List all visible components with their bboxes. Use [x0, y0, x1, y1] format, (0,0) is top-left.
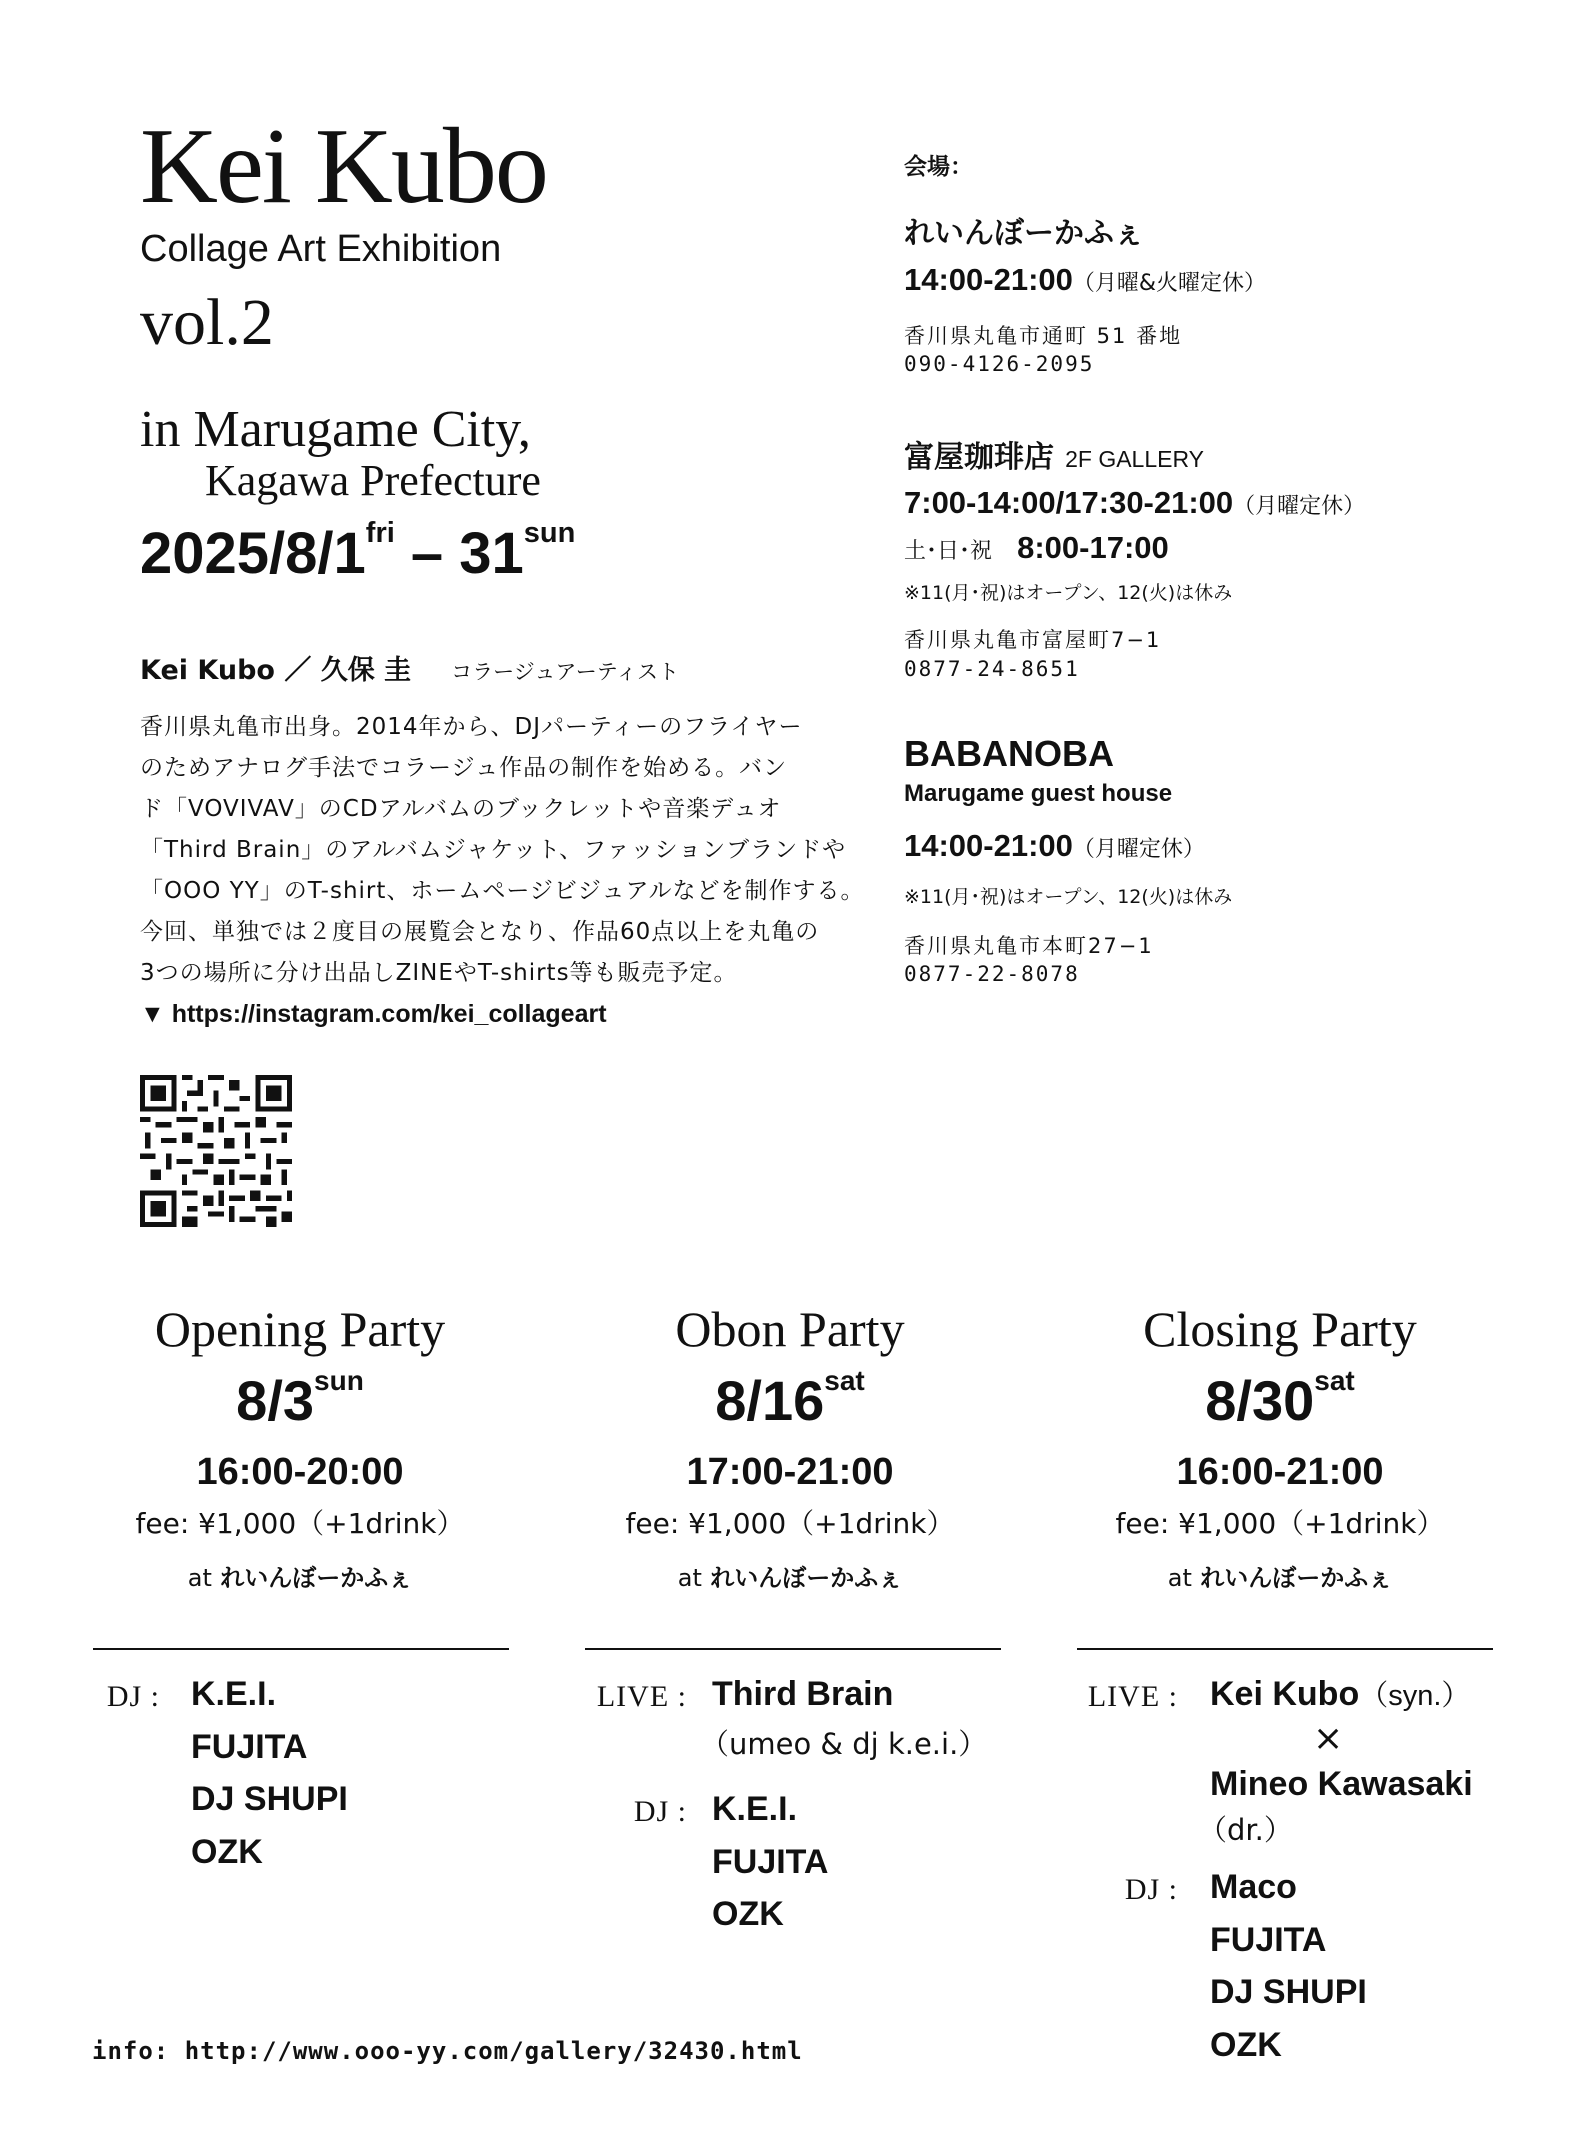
live-line [1210, 1668, 1470, 1721]
venue2-phone: 0877-24-8651 [904, 657, 1080, 681]
party-date [575, 1365, 1005, 1433]
party-title: Closing Party [1143, 1301, 1417, 1357]
bio-line: 「OOO YY」のT-shirt、ホームページビジュアルなどを制作する。 [140, 878, 865, 904]
party-date [1065, 1365, 1495, 1433]
venue2-note: ※11(月･祝)はオープン、12(火)は休み [904, 582, 1233, 604]
date-end-day: sun [523, 517, 576, 550]
venue2-header [904, 432, 1204, 476]
bio-line: ド「VOVIVAV」のCDアルバムのブックレットや音楽デュオ [140, 796, 782, 822]
venue-label: 会場： [904, 154, 973, 180]
venue3-sub: Marugame guest house [904, 780, 1173, 807]
live-sub: （syn.） [1359, 1680, 1471, 1712]
party-date-value: 8/3 [236, 1369, 315, 1432]
exhibition-dates [140, 517, 576, 587]
date-end: – 31 [394, 521, 524, 586]
dj-list [1210, 1861, 1367, 2072]
venue3-note: ※11(月･祝)はオープン、12(火)は休み [904, 886, 1233, 908]
party-time: 17:00-21:00 [686, 1451, 894, 1493]
party-closing [1065, 1300, 1495, 1593]
dj-label: DJ : [106, 1680, 160, 1713]
volume-label: vol.2 [140, 286, 274, 359]
venue1-address: 香川県丸亀市通町 51 番地 [904, 324, 1183, 348]
party-date [85, 1365, 515, 1433]
live2-sub: （dr.） [1198, 1813, 1293, 1847]
exhibition-subtitle: Collage Art Exhibition [140, 228, 502, 270]
bio-line: 3つの場所に分け出品しZINEやT-shirts等も販売予定。 [140, 960, 738, 986]
live-label: LIVE : [596, 1680, 687, 1713]
venue3-hours-line [904, 828, 1205, 864]
dj-list [191, 1668, 348, 1879]
party-at-venue: れいんぼーかふぇ [1200, 1564, 1393, 1592]
party-time: 16:00-20:00 [196, 1451, 404, 1493]
venue1-phone: 090-4126-2095 [904, 352, 1095, 376]
artist-role: コラージュアーティスト [451, 660, 680, 684]
artist-line [140, 648, 679, 687]
instagram-link[interactable]: ▼ https://instagram.com/kei_collageart [140, 1000, 607, 1028]
party-day: sat [824, 1365, 865, 1397]
venue2-hours: 7:00-14:00/17:30-21:00 [904, 485, 1234, 520]
dj-name: OZK [1210, 2026, 1282, 2065]
party-at-label: at [1167, 1564, 1192, 1592]
party-opening [85, 1300, 515, 1593]
party-fee: fee: ¥1,000（+1drink） [1115, 1507, 1445, 1540]
venue2-weekend-label: 土･日･祝 [904, 539, 993, 564]
dj-name: OZK [191, 1833, 263, 1872]
divider [585, 1648, 1001, 1650]
party-obon [575, 1300, 1005, 1593]
date-start-day: fri [365, 517, 395, 550]
exhibition-title: Kei Kubo [140, 107, 547, 226]
dj-name: K.E.I. [712, 1790, 798, 1828]
venue2-name: 富屋珈琲店 [904, 440, 1054, 475]
party-day: sat [1314, 1365, 1355, 1397]
party-fee: fee: ¥1,000（+1drink） [135, 1507, 465, 1540]
party-fee: fee: ¥1,000（+1drink） [625, 1507, 955, 1540]
bio-line: のためアナログ手法でコラージュ作品の制作を始める。バン [140, 755, 788, 781]
live2-name: Mineo Kawasaki [1210, 1765, 1473, 1803]
collab-x: × [1313, 1718, 1344, 1759]
live-sub: （umeo & dj k.e.i.） [700, 1727, 988, 1761]
dj-label: DJ : [633, 1795, 687, 1828]
divider [93, 1648, 509, 1650]
party-title: Opening Party [154, 1301, 446, 1357]
party-date-value: 8/16 [715, 1369, 825, 1432]
party-at-label: at [677, 1564, 702, 1592]
venue2-hours-line [904, 485, 1365, 521]
party-at-venue: れいんぼーかふぇ [710, 1564, 903, 1592]
party-venue [575, 1558, 1005, 1593]
live-label: LIVE : [1087, 1680, 1178, 1713]
party-at-label: at [187, 1564, 212, 1592]
party-time: 16:00-21:00 [1176, 1451, 1384, 1493]
dj-list [712, 1783, 828, 1941]
bio-line: 「Third Brain」のアルバムジャケット、ファッションブランドや [140, 837, 847, 863]
qr-code-icon[interactable] [140, 1075, 292, 1227]
venue1-name: れいんぼーかふぇ [904, 216, 1144, 251]
venue1-closed: （月曜&火曜定休） [1072, 271, 1267, 296]
bio-line: 今回、単独では２度目の展覧会となり、作品60点以上を丸亀の [140, 919, 820, 945]
dj-name: DJ SHUPI [1210, 1973, 1367, 2012]
venue2-weekend-line [904, 530, 1169, 566]
venue3-name: BABANOBA [904, 733, 1114, 774]
dj-name: FUJITA [712, 1842, 829, 1881]
party-title: Obon Party [675, 1301, 905, 1357]
live-name: Kei Kubo [1210, 1675, 1360, 1713]
venue3-address: 香川県丸亀市本町27−1 [904, 934, 1154, 958]
venue1-hours-line [904, 262, 1266, 298]
location-line1: in Marugame City, [140, 401, 531, 458]
artist-name: Kei Kubo ／ 久保 圭 [140, 655, 412, 686]
venue3-closed: （月曜定休） [1072, 837, 1205, 862]
bio-line: 香川県丸亀市出身。2014年から、DJパーティーのフライヤー [140, 714, 803, 740]
venue3-hours: 14:00-21:00 [904, 828, 1073, 863]
venue2-address: 香川県丸亀市富屋町7−1 [904, 628, 1162, 652]
dj-name: K.E.I. [191, 1675, 277, 1713]
venue1-hours: 14:00-21:00 [904, 262, 1073, 297]
date-start: 2025/8/1 [140, 521, 366, 586]
venue2-weekend-hours: 8:00-17:00 [1017, 530, 1169, 565]
dj-name: FUJITA [1210, 1920, 1327, 1959]
location-line2: Kagawa Prefecture [205, 456, 541, 505]
dj-label: DJ : [1124, 1873, 1178, 1906]
venue3-phone: 0877-22-8078 [904, 962, 1080, 986]
dj-name: DJ SHUPI [191, 1780, 348, 1819]
venue2-sub: 2F GALLERY [1065, 446, 1205, 472]
venue2-closed: （月曜定休） [1233, 494, 1366, 519]
info-link[interactable]: info: http://www.ooo-yy.com/gallery/32430.html [92, 2037, 803, 2065]
dj-name: Maco [1210, 1868, 1297, 1906]
party-at-venue: れいんぼーかふぇ [220, 1564, 413, 1592]
divider [1077, 1648, 1493, 1650]
party-date-value: 8/30 [1205, 1369, 1315, 1432]
party-venue [85, 1558, 515, 1593]
party-venue [1065, 1558, 1495, 1593]
dj-name: OZK [712, 1895, 784, 1934]
live-name: Third Brain [712, 1675, 894, 1713]
dj-name: FUJITA [191, 1727, 308, 1766]
party-day: sun [314, 1365, 364, 1397]
